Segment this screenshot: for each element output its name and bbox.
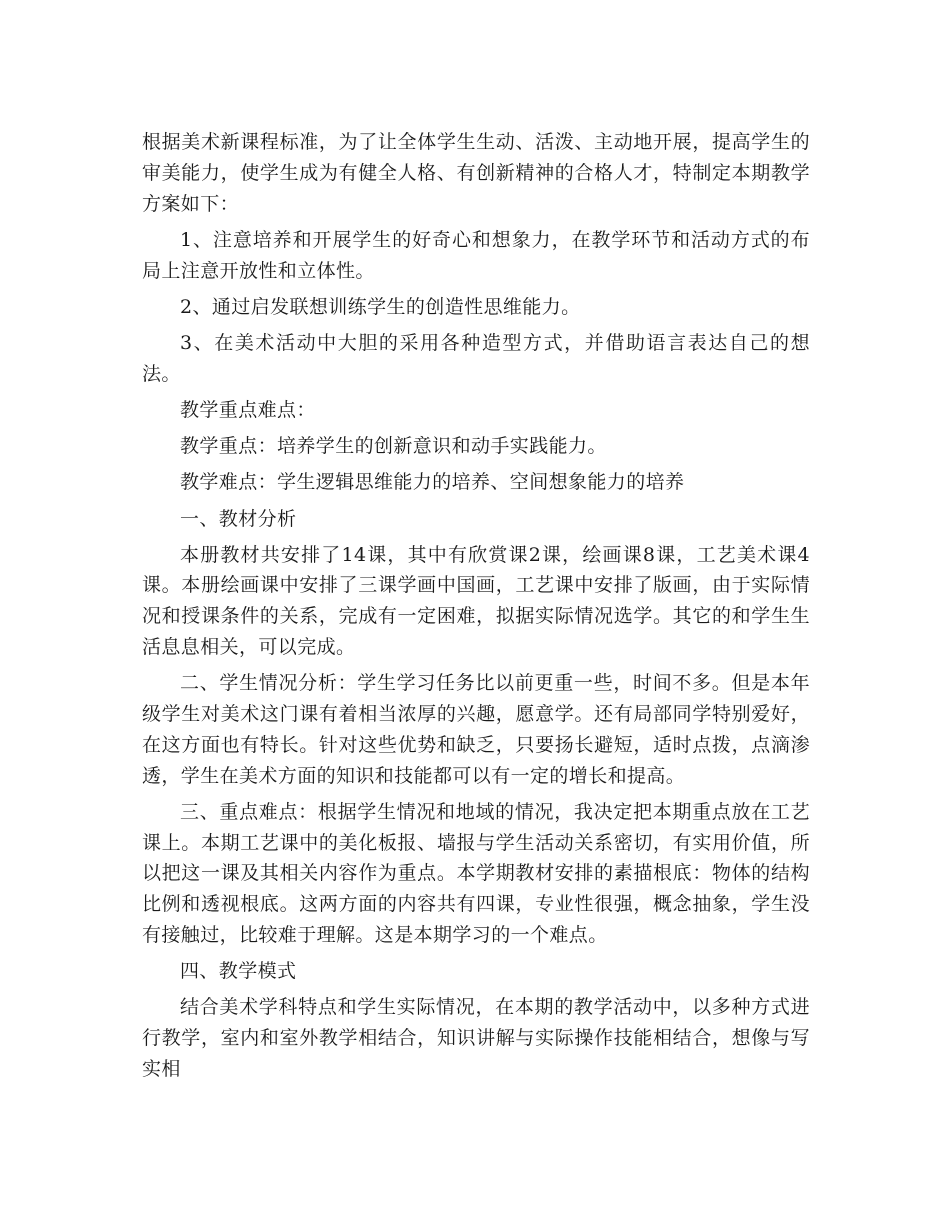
paragraph-item-2: 2、通过启发联想训练学生的创造性思维能力。 (180, 295, 581, 318)
paragraph-item-3: 3、在美术活动中大胆的采用各种造型方式，并借助语言表达自己的想法。 (142, 331, 810, 385)
paragraph-textbook-analysis: 本册教材共安排了14课，其中有欣赏课2课，绘画课8课，工艺美术课4课。本册绘画课中安排了三课学画中国画，工艺课中安排了版画，由于实际情况和授课条件的关系，完成有一定困难，拟据实际情况选学。其它的和学生生活息息相关，可以完成。 (142, 543, 810, 659)
heading-key-difficult-points: 教学重点难点： (180, 398, 316, 421)
heading-teaching-mode: 四、教学模式 (180, 960, 297, 983)
paragraph-key-point: 教学重点：培养学生的创新意识和动手实践能力。 (180, 435, 607, 458)
document-body (142, 127, 810, 1090)
paragraph-item-1: 1、注意培养和开展学生的好奇心和想象力，在教学环节和活动方式的布局上注意开放性和立体性。 (142, 228, 810, 282)
heading-textbook-analysis: 一、教材分析 (180, 507, 297, 530)
paragraph-teaching-mode: 结合美术学科特点和学生实际情况，在本期的教学活动中，以多种方式进行教学，室内和室外教学相结合，知识讲解与实际操作技能相结合，想像与写实相 (142, 996, 810, 1080)
paragraph-difficult-point: 教学难点：学生逻辑思维能力的培养、空间想象能力的培养 (180, 471, 685, 494)
paragraph-key-difficulties: 三、重点难点：根据学生情况和地域的情况，我决定把本期重点放在工艺课上。本期工艺课中的美化板报、墙报与学生活动关系密切，有实用价值，所以把这一课及其相关内容作为重点。本学期教材安排的素描根底：物体的结构比例和透视根底。这两方面的内容共有四课，专业性很强，概念抽象，学生没有接触过，比较难于理解。这是本期学习的一个难点。 (142, 800, 810, 947)
paragraph-intro: 根据美术新课程标准，为了让全体学生生动、活泼、主动地开展，提高学生的审美能力，使学生成为有健全人格、有创新精神的合格人才，特制定本期教学方案如下： (142, 131, 810, 215)
paragraph-student-analysis: 二、学生情况分析：学生学习任务比以前更重一些，时间不多。但是本年级学生对美术这门课有着相当浓厚的兴趣，愿意学。还有局部同学特别爱好，在这方面也有特长。针对这些优势和缺乏，只要扬长避短，适时点拨，点滴渗透，学生在美术方面的知识和技能都可以有一定的增长和提高。 (142, 672, 810, 787)
